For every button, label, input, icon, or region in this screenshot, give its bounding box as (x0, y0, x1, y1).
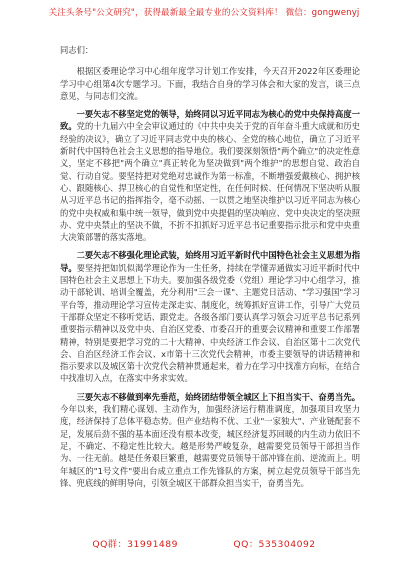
section-3-heading: 三要矢志不移做到率先垂范，始终团结带领全城区上下担当实干、奋勇当先。 (76, 391, 360, 402)
qq-number: QQ：535304092 (233, 539, 316, 550)
footer-contact (0, 536, 408, 550)
intro-paragraph: 根据区委理论学习中心组年度学习计划工作安排，今天召开2022年区委理论学习中心组第4次专题学习。下面，我结合自身的学习体会和大家的发言，谈三点意见，与同志们交流。 (60, 66, 360, 101)
section-2-heading: 二要矢志不移强化理论武装，始终用习近平新时代中国特色社会主义思想为指导。 (60, 250, 360, 273)
salutation: 同志们： (60, 45, 94, 55)
header-banner (0, 8, 408, 19)
qq-group-number: QQ群：31991489 (92, 539, 178, 550)
document-body (60, 44, 360, 495)
header-banner-line: 关注头条号"公文研究"，获得最新最全最专业的公文资料库！ 微信：gongwenyj (48, 8, 360, 18)
section-3 (60, 391, 360, 489)
section-2 (60, 249, 360, 384)
section-1-body: 党的十九届六中全会审议通过的《中共中央关于党的百年奋斗重大成就和历史经验的决议》，确立了习近平同志党中央的核心、全党的核心地位，确立了习近平新时代中国特色社会主义思想的指导地位。我们要深刻领悟"两个确立"的决定性意义，坚定不移把"两个确立"真正转化为坚决做到"两个维护"的思想自觉、政治自觉、行动自觉。要坚持把对党绝对忠诚作为第一标准，不断增强爱戴核心、拥护核心、跟随核心、捍卫核心的自觉性和坚定性，在任何时候、任何情况下坚决听从服从习近平总书记的指挥指令，毫不动摇、一以贯之地坚决维护以习近平同志为核心的党中央权威和集中统一领导，做到党中央提倡的坚决响应、党中央决定的坚决照办、党中央禁止的坚决不做，不折不扣抓好习近平总书记重要指示批示和党中央重大决策部署的落实落地。 (60, 121, 360, 243)
section-3-body: 今年以来，我们精心谋划、主动作为，加强经济运行精准调度，加强项目攻坚力度，经济保持了总体平稳态势。但产业结构不优、工业"一家独大"、产业链配套不足，发展后劲不强的基本面还没有根本改变，城区经济复苏回暖的内生动力依旧不足，不确定、不稳定性比较大。越是形势严峻复杂，越需要党员领导干部担当作为、一往无前。越是任务艰巨繁重，越需要党员领导干部冲锋在前、逆流而上。明年城区的"1号文件"要出台成立重点工作先锋队的方案，树立起党员领导干部当先锋、兜底线的鲜明导向，引领全城区干部群众担当实干，奋勇当先。 (60, 404, 360, 488)
section-1-heading: 一要矢志不移坚定党的领导，始终同以习近平同志为核心的党中央保持高度一致。 (60, 109, 360, 132)
section-1 (60, 108, 360, 243)
section-2-body: 要坚持把如饥似渴学理论作为一生任务，持续在学懂弄通做实习近平新时代中国特色社会主义思想上下功夫。要加强各级党委（党组）理论学习中心组学习，推动干部轮训、培训全覆盖，充分利用"三会一课"、主题党日活动、"学习强国"学习平台等，推动理论学习宣传走深走实、制度化，统筹抓好宣讲工作，引导广大党员干部群众坚定不移听党话、跟党走。各级各部门要认真学习领会习近平总书记系列重要指示精神以及党中央、自治区党委、市委召开的重要会议精神和重要工作部署精神，特别是要把学习党的二十大精神、中央经济工作会议、自治区第十二次党代会、自治区经济工作会议、x市第十三次党代会精神，市委主要领导的讲话精神和指示要求以及城区第十次党代会精神贯通起来，着力在学习中找准方向标，在结合中找准切入点，在落实中务求实效。 (60, 262, 360, 384)
